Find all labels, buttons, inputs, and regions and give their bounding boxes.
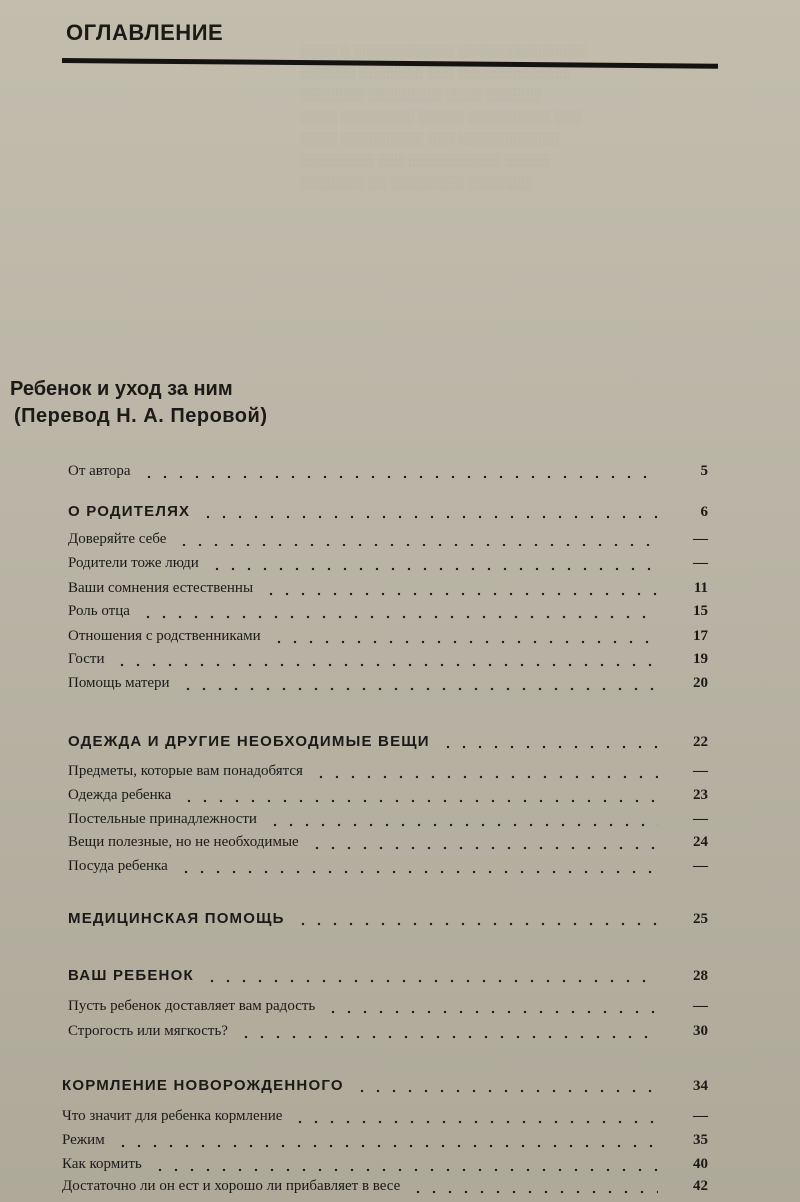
leader-dots [176,543,658,547]
toc-page-number: 28 [693,968,708,984]
toc-entry-label: Родители тоже люди [68,555,199,571]
leader-dots [295,922,658,926]
leader-dots [238,1035,658,1039]
leader-dots [271,640,658,644]
toc-page-number: — [693,763,708,779]
toc-entry-label: Вещи полезные, но не необходимые [68,834,299,850]
toc-entry-label: Ваши сомнения естественны [68,580,254,596]
toc-page-number: 34 [693,1078,708,1094]
toc-page-number: — [693,998,708,1014]
toc-section-row [68,503,708,523]
toc-page-number: 5 [700,463,708,479]
toc-entry-label: Достаточно ли он ест и хорошо ли прибавляет в весе [62,1178,401,1194]
toc-page-number: 22 [693,734,708,750]
toc-page-number: — [693,531,708,547]
leader-dots [200,515,658,519]
leader-dots [263,592,658,596]
toc-row [62,1156,708,1176]
toc-page-number: — [693,1108,708,1124]
toc-page-number: 42 [693,1178,708,1194]
leader-dots [178,870,658,874]
toc-row [68,531,708,551]
toc-page-number: — [693,858,708,874]
contents-heading: ОГЛАВЛЕНИЕ [66,20,224,45]
leader-dots [181,799,658,803]
leader-dots [440,745,658,749]
toc-entry-label: Что значит для ребенка кормление [62,1108,283,1124]
toc-entry-label: От автора [68,463,131,479]
leader-dots [140,615,658,619]
toc-page-number: — [693,811,708,827]
leader-dots [267,823,658,827]
toc-page-number: 11 [693,580,708,596]
book-subtitle: (Перевод Н. А. Перовой) [14,405,268,427]
book-title: Ребенок и уход за ним [10,378,233,400]
toc-entry-label: Строгость или мягкость? [68,1023,228,1039]
toc-entry-label: Постельные принадлежности [68,811,257,827]
toc-row [68,555,708,575]
toc-section-row [62,1077,708,1097]
toc-entry-label: Роль отца [68,603,130,619]
toc-page-number: 30 [693,1023,708,1039]
toc-section-label: МЕДИЦИНСКАЯ ПОМОЩЬ [68,910,285,927]
toc-page-number: 23 [693,787,708,803]
toc-row [68,787,708,807]
leader-dots [354,1089,658,1093]
bleed-through-text: ░░░░ ░ ░░░░░░░░░░░ ░░░░░░░░░░░░░░ ░░░░░░ ░░░░░░░ ░░░ ░░░░░░░░░░░░ ░░░░░░░ ░░░░░░░░ ░░░░ ░░░░░░ ░░░░ ░░░░░░░░ ░░░░░ ░░░░░░░░░ ░░░ ░░░░ ░░░░░░░░░ ░░░ ░░░░░░░░░░░ ░░░░░░░░ ░░░ ░░░░░░░░░░ ░░░░░ ░░░░░░░ ░░ ░░░░░░░░ ░░░░░░░ [300,43,588,190]
toc-page-number: 20 [693,675,708,691]
toc-entry-label: Гости [68,651,105,667]
toc-page-number: 25 [693,911,708,927]
toc-section-label: ОДЕЖДА И ДРУГИЕ НЕОБХОДИМЫЕ ВЕЩИ [68,733,430,750]
toc-row [62,1178,708,1198]
toc-page-number: 35 [693,1132,708,1148]
toc-entry-label: Пусть ребенок доставляет вам радость [68,998,316,1014]
toc-row [68,763,708,783]
toc-row [68,1023,708,1043]
toc-entry-label: Как кормить [62,1156,142,1172]
toc-page-number: 19 [693,651,708,667]
toc-entry-label: Помощь матери [68,675,170,691]
toc-page-number: 6 [700,504,708,520]
toc-row [68,463,708,483]
toc-section-label: ВАШ РЕБЕНОК [68,967,194,984]
toc-entry-label: Предметы, которые вам понадобятся [68,763,303,779]
leader-dots [204,979,658,983]
leader-dots [410,1190,658,1194]
toc-row [68,580,708,600]
toc-section-row [68,967,708,987]
leader-dots [292,1120,658,1124]
heading-rule [62,58,718,69]
toc-entry-label: Посуда ребенка [68,858,168,874]
toc-page-number: — [693,555,708,571]
leader-dots [115,1144,658,1148]
leader-dots [309,846,658,850]
toc-row [68,628,708,648]
toc-page-number: 24 [693,834,708,850]
toc-page-number: 15 [693,603,708,619]
toc-row [68,858,708,878]
toc-row [68,998,708,1018]
toc-entry-label: Одежда ребенка [68,787,172,803]
leader-dots [180,687,658,691]
leader-dots [141,475,658,479]
toc-row [68,603,708,623]
toc-section-row [68,733,708,753]
toc-row [62,1108,708,1128]
toc-page-number: 17 [693,628,708,644]
leader-dots [313,775,658,779]
toc-entry-label: Режим [62,1132,105,1148]
leader-dots [152,1168,658,1172]
toc-row [68,811,708,831]
toc-section-row [68,910,708,930]
toc-section-label: О РОДИТЕЛЯХ [68,503,191,520]
toc-entry-label: Отношения с родственниками [68,628,261,644]
leader-dots [114,663,658,667]
toc-row [68,675,708,695]
toc-row [68,651,708,671]
toc-row [62,1132,708,1152]
toc-section-label: КОРМЛЕНИЕ НОВОРОЖДЕННОГО [62,1077,344,1094]
toc-page-number: 40 [693,1156,708,1172]
toc-row [68,834,708,854]
leader-dots [209,567,658,571]
toc-entry-label: Доверяйте себе [68,531,167,547]
leader-dots [325,1010,658,1014]
